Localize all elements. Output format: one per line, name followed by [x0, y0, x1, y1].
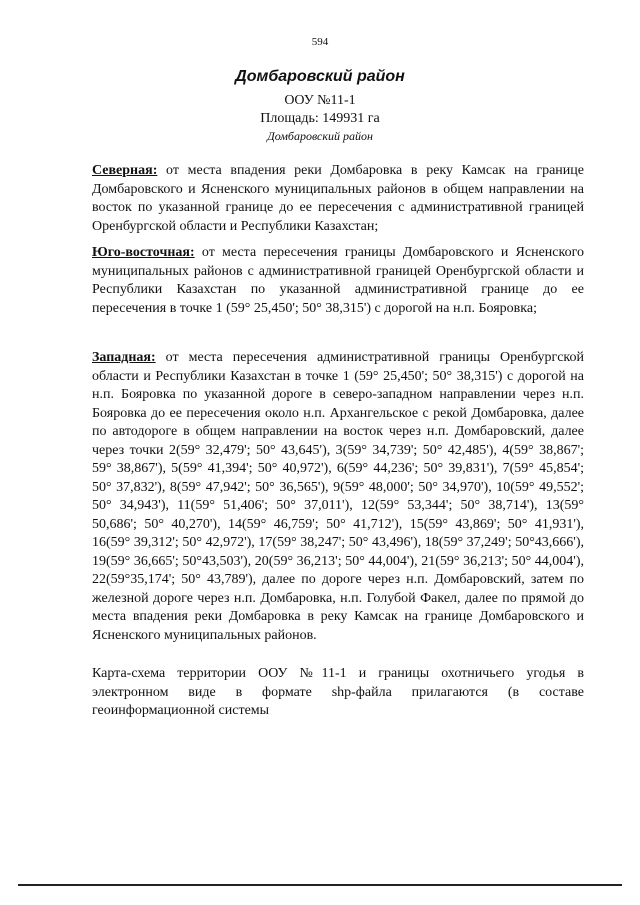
- section-west-text: от места пересечения административной границы Оренбургской области и Республики Казахстан в точке 1 (59° 25,450'; 50° 38,315') с дорогой на н.п. Бояровка по указанной дороге в северо-западном направлении через н.п. Бояровка до ее пересечения около н.п. Архангельское с рекой Домбаровка, далее по автодороге в общем направлении на восток через н.п. Домбаровский, далее через точки 2(59° 32,479'; 50° 43,645'), 3(59° 34,739'; 50° 42,485'), 4(59° 38,867'; 59° 38,867'), 5(59° 41,394'; 50° 40,972'), 6(59° 44,236'; 50° 39,831'), 7(59° 45,854'; 50° 37,832'), 8(59° 47,942'; 50° 36,565'), 9(59° 48,000'; 50° 34,970'), 10(59° 49,552'; 50° 34,943'), 11(59° 51,406'; 50° 37,011'), 12(59° 53,344'; 50° 38,714'), 13(59° 50,686'; 50° 40,270'), 14(59° 46,759'; 50° 41,712'), 15(59° 43,869'; 50° 41,931'), 16(59° 39,312'; 50° 42,972'), 17(59° 38,247'; 50° 43,496'), 18(59° 37,249'; 50°43,666'), 19(59° 36,665'; 50°43,503'), 20(59° 36,213'; 50° 44,004'), 21(59° 36,213'; 50° 44,004'), 22(59°35,174'; 50° 43,789'), далее по дороге через н.п. Домбаровский, затем по железной дороге через н.п. Домбаровка, н.п. Голубой Факел, далее по прямой до места впадения реки Домбаровка в реку Камсак на границе Домбаровского и Ясненского муниципальных районов.: [92, 350, 584, 643]
- ooy-number: ООУ №11-1: [284, 93, 356, 108]
- district-title: Домбаровский район: [235, 68, 405, 85]
- area-text: Площадь: 149931 га: [260, 111, 380, 126]
- section-west: [92, 349, 584, 645]
- map-note-text: Карта-схема территории ООУ №11-1 и границы охотничьего угодья в электронном виде в формате shp-файла прилагаются (в составе геоинформационной системы: [92, 666, 584, 718]
- document-heading: [0, 66, 640, 144]
- section-west-label: Западная:: [92, 350, 156, 365]
- section-southeast-label: Юго-восточная:: [92, 245, 195, 260]
- section-north-label: Северная:: [92, 163, 158, 178]
- section-southeast: [92, 244, 584, 318]
- page-number: 594: [311, 36, 329, 48]
- bottom-rule: [18, 884, 622, 886]
- district-subtitle: Домбаровский район: [267, 129, 373, 143]
- section-north-text: от места впадения реки Домбаровка в реку Камсак на границе Домбаровского и Ясненского муниципальных районов в общем направлении на восток по указанной границе до ее пересечения с административной границей Оренбургской области и Республики Казахстан;: [92, 163, 584, 234]
- section-southeast-text: от места пересечения границы Домбаровского и Ясненского муниципальных районов с административной границей Оренбургской области и Республики Казахстан по указанной административной границе до ее пересечения в точке 1 (59° 25,450'; 50° 38,315') с дорогой на н.п. Бояровка;: [92, 245, 584, 316]
- map-note: [92, 665, 584, 721]
- section-north: [92, 162, 584, 236]
